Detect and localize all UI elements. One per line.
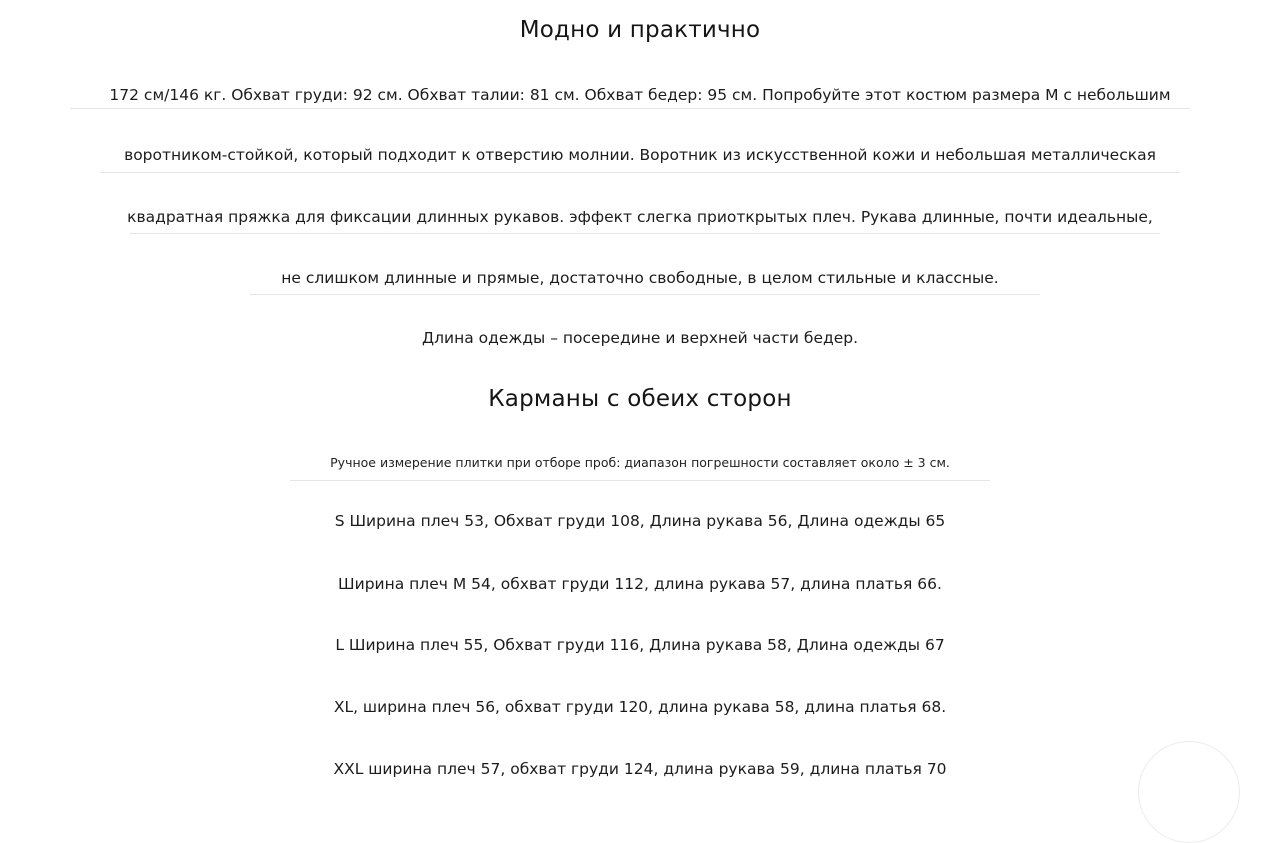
corner-decoration: [1138, 741, 1240, 843]
size-row-s: S Ширина плеч 53, Обхват груди 108, Длина рукава 56, Длина одежды 65: [334, 512, 946, 530]
scan-divider: [250, 294, 1040, 295]
description-line: 172 см/146 кг. Обхват груди: 92 см. Обхват талии: 81 см. Обхват бедер: 95 см. Попробуйте этот костюм размера M с небольшим: [109, 86, 1171, 104]
description-line: квадратная пряжка для фиксации длинных рукавов. эффект слегка приоткрытых плеч. Рукава длинные, почти идеальные,: [127, 208, 1153, 226]
scan-divider: [100, 172, 1180, 173]
section-title-pockets: Карманы с обеих сторон: [488, 386, 792, 412]
scan-divider: [290, 480, 990, 481]
description-line: не слишком длинные и прямые, достаточно свободные, в целом стильные и классные.: [281, 269, 999, 287]
measurement-note: Ручное измерение плитки при отборе проб: диапазон погрешности составляет около ± 3 см.: [330, 455, 950, 470]
description-line: Длина одежды – посередине и верхней части бедер.: [421, 329, 859, 347]
size-row-l: L Ширина плеч 55, Обхват груди 116, Длина рукава 58, Длина одежды 67: [335, 636, 945, 654]
section-title-fashion: Модно и практично: [519, 17, 761, 43]
size-row-xxl: XXL ширина плеч 57, обхват груди 124, длина рукава 59, длина платья 70: [333, 760, 947, 778]
size-row-xl: XL, ширина плеч 56, обхват груди 120, длина рукава 58, длина платья 68.: [333, 698, 947, 716]
description-line: воротником-стойкой, который подходит к отверстию молнии. Воротник из искусственной кожи и небольшая металлическая: [124, 146, 1156, 164]
size-row-m: Ширина плеч M 54, обхват груди 112, длина рукава 57, длина платья 66.: [338, 575, 942, 593]
scan-divider: [130, 233, 1160, 234]
scan-divider: [70, 108, 1190, 109]
